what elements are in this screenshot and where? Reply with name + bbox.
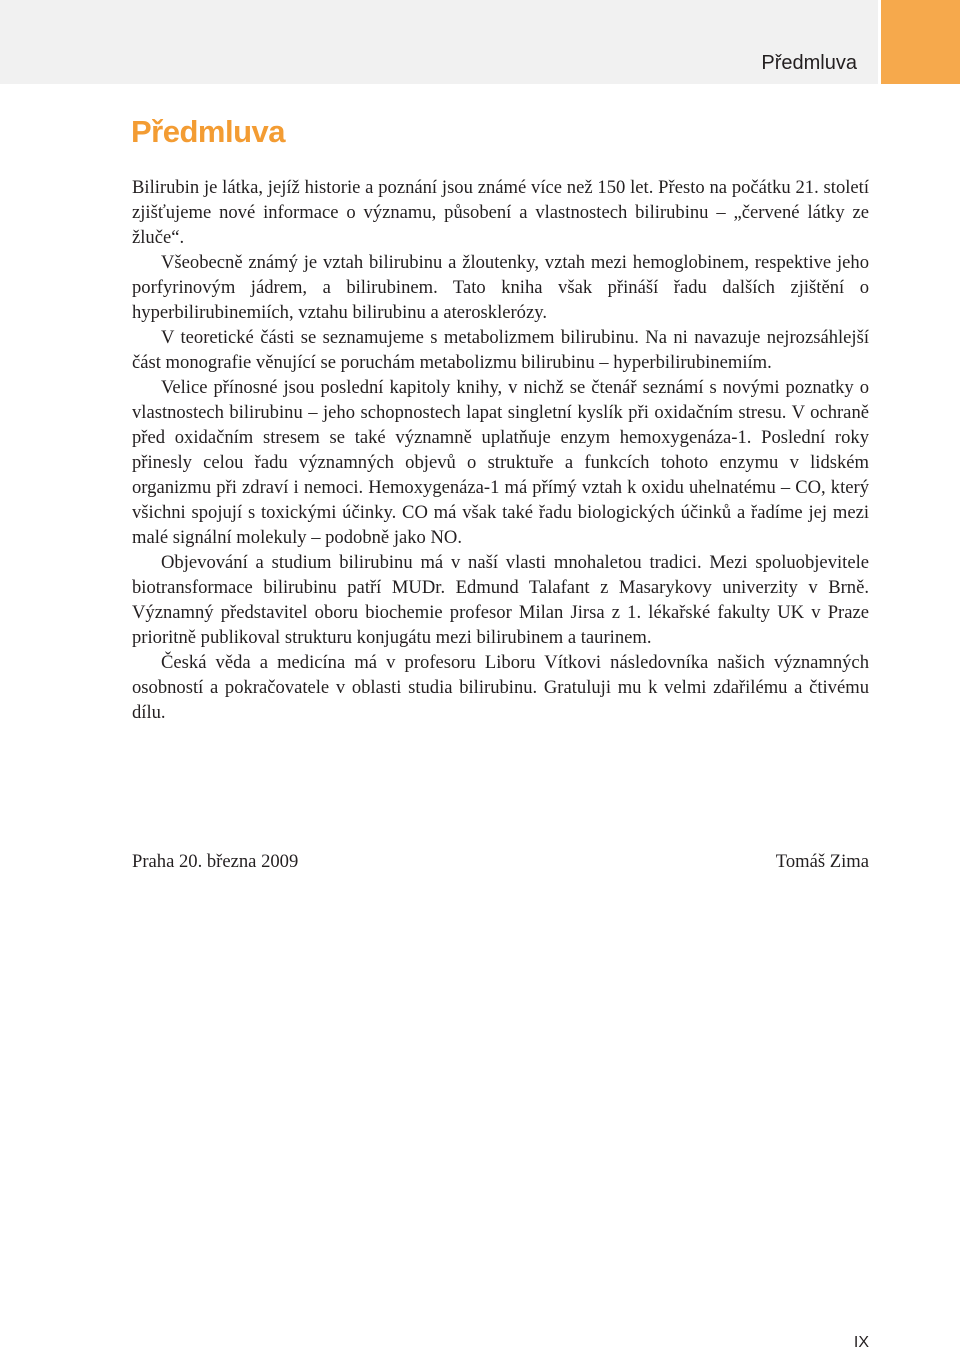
paragraph-4: Velice přínosné jsou poslední kapitoly knihy, v nichž se čtenář seznámí s novými poznatky o vlastnostech bilirubinu – jeho schopnostech lapat singletní kyslík při oxidačním stresu. V ochraně před oxidačním stresem se také významně uplatňuje enzym hemoxygenáza-1. Poslední roky přinesly celou řadu významných objevů o struktuře a funkcích tohoto enzymu v lidském organizmu při zdraví i nemoci. Hemoxygenáza-1 má přímý vztah k oxidu uhelnatému – CO, který všichni spojují s toxickými účinky. CO má však také řadu biologických účinků a řadíme jej mezi malé signální molekuly – podobně jako NO. — [132, 377, 869, 548]
paragraph-6: Česká věda a medicína má v profesoru Liboru Vítkovi následovníka našich významných osobností a pokračovatele v oblasti studia bilirubinu. Gratuluji mu k velmi zdařilému a čtivému dílu. — [132, 652, 869, 723]
paragraph-2: Všeobecně známý je vztah bilirubinu a žloutenky, vztah mezi hemoglobinem, respektive jeho porfyrinovým jádrem, a bilirubinem. Tato kniha však přináší řadu dalších zjištění o hyperbilirubinemiích, vztahu bilirubinu a aterosklerózy. — [132, 252, 869, 323]
header-band — [0, 0, 878, 84]
paragraph-3: V teoretické části se seznamujeme s metabolizmem bilirubinu. Na ni navazuje nejrozsáhlejší část monografie věnující se poruchám metabolizmu bilirubinu – hyperbilirubinemiím. — [132, 327, 869, 373]
preface-body — [132, 175, 869, 725]
header-accent-block — [881, 0, 960, 84]
page-title: Předmluva — [131, 114, 286, 149]
paragraph-5: Objevování a studium bilirubinu má v naší vlasti mnohaletou tradici. Mezi spoluobjevitele biotransformace bilirubinu patří MUDr. Edmund Talafant z Masarykovy univerzity v Brně. Významný představitel oboru biochemie profesor Milan Jirsa z 1. lékařské fakulty UK v Praze prioritně publikoval strukturu konjugátu mezi bilirubinem a taurinem. — [132, 552, 869, 648]
signature-row — [132, 849, 869, 874]
paragraph-1: Bilirubin je látka, jejíž historie a poznání jsou známé více než 150 let. Přesto na počátku 21. století zjišťujeme nové informace o významu, působení a vlastnostech bilirubinu – „červené látky ze žluče“. — [132, 177, 869, 248]
running-head: Předmluva — [761, 52, 857, 74]
place-date: Praha 20. března 2009 — [132, 851, 299, 872]
author-name: Tomáš Zima — [775, 851, 869, 872]
page-number: IX — [853, 1334, 869, 1351]
